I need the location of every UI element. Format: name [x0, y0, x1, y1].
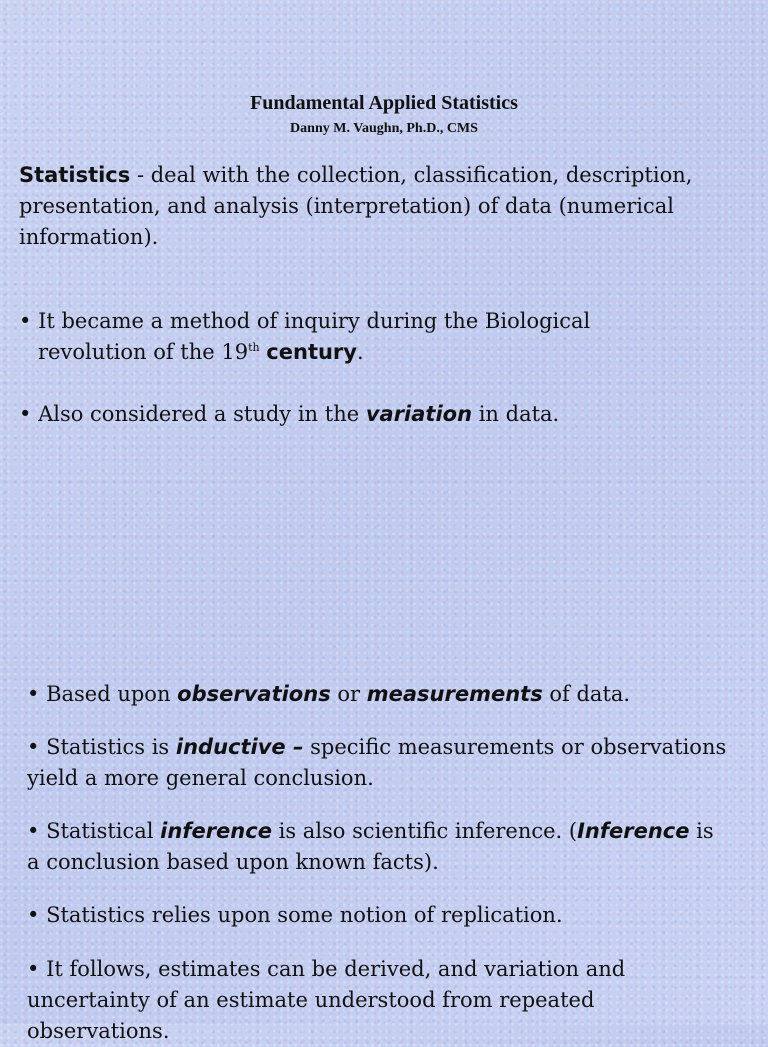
- emphasis: Inference: [577, 819, 690, 843]
- bullet-icon: •: [27, 682, 40, 706]
- emphasis: measurements: [366, 682, 543, 706]
- bullet-text: It follows, estimates can be derived, and variation and uncertainty of an estimate understood from repeated observations.: [27, 957, 626, 1043]
- document-author: Danny M. Vaughn, Ph.D., CMS: [290, 121, 478, 136]
- bullet-icon: •: [19, 309, 32, 333]
- bullet-inference: [27, 816, 727, 878]
- emphasis: inductive –: [175, 735, 304, 759]
- emphasis: variation: [365, 402, 473, 426]
- bullet-text: .: [356, 340, 364, 364]
- definition-paragraph: [19, 160, 749, 253]
- bullet-text: revolution of the 19: [38, 340, 249, 364]
- document-title: Fundamental Applied Statistics: [250, 92, 518, 114]
- bullet-text: is also scientific inference. (: [271, 819, 578, 843]
- bullet-text: is a conclusion based upon known facts).: [27, 819, 714, 874]
- bullet-estimates: [27, 954, 727, 1047]
- bullet-text: Statistics relies upon some notion of replication.: [39, 903, 563, 927]
- bullet-icon: •: [19, 402, 32, 426]
- bullet-icon: •: [27, 903, 40, 927]
- bullet-replication: [27, 900, 757, 931]
- bullet-text: specific measurements or observations yield a more general conclusion.: [27, 735, 727, 790]
- definition-term: Statistics: [19, 163, 131, 187]
- bullet-icon: •: [27, 957, 40, 981]
- bullet-icon: •: [27, 735, 40, 759]
- bullet-text: Statistical: [39, 819, 161, 843]
- bullet-text: Based upon: [39, 682, 178, 706]
- bullet-text: or: [330, 682, 367, 706]
- definition-text: - deal with the collection, classification, description, presentation, and analysis (interpretation) of data (numerical information).: [19, 163, 693, 249]
- bullet-variation: [19, 399, 749, 430]
- superscript: th: [248, 341, 260, 354]
- emphasis: inference: [160, 819, 272, 843]
- bullet-text: It became a method of inquiry during the Biological: [31, 309, 591, 333]
- bullet-biological-revolution: [19, 306, 749, 368]
- bullet-text: in data.: [472, 402, 560, 426]
- bullet-text: Also considered a study in the: [31, 402, 366, 426]
- bullet-text: Statistics is: [39, 735, 176, 759]
- emphasis: observations: [177, 682, 331, 706]
- bullet-observations: [27, 679, 757, 710]
- bullet-icon: •: [27, 819, 40, 843]
- bullet-text: of data.: [542, 682, 631, 706]
- bullet-inductive: [27, 732, 727, 794]
- emphasis: century: [266, 340, 357, 364]
